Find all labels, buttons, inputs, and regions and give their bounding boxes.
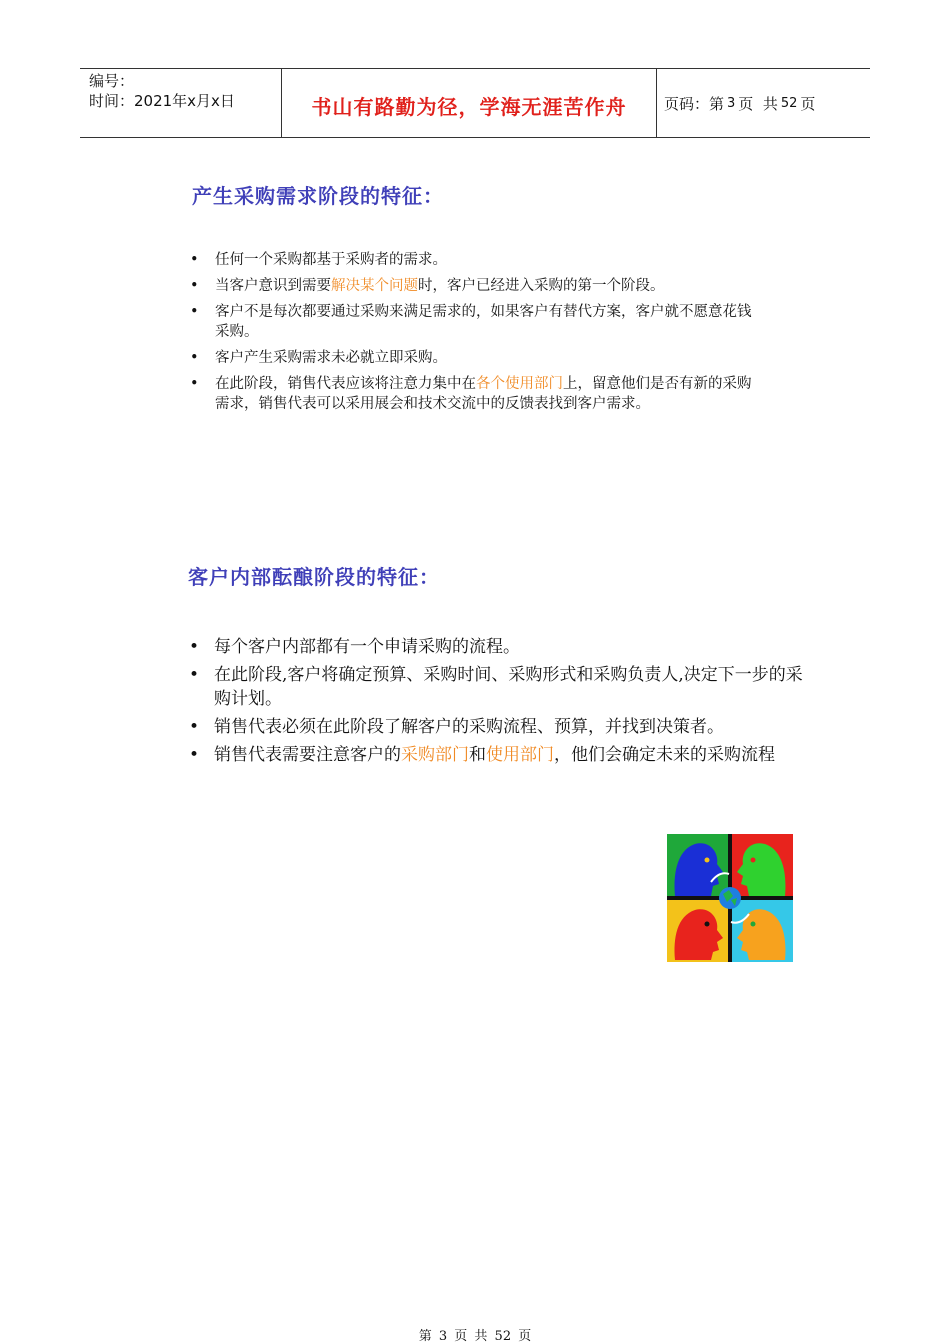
list-item — [215, 276, 755, 296]
item-text: 在此阶段,客户将确定预算、采购时间、采购形式和采购负责人,决定下一步的采购计划。 — [214, 665, 803, 709]
item-text: ，他们会确定未来的采购流程 — [554, 745, 775, 765]
list-item — [215, 250, 755, 270]
highlight-text: 各个使用部门 — [476, 376, 563, 392]
item-text: 销售代表必须在此阶段了解客户的采购流程、预算，并找到决策者。 — [214, 717, 724, 737]
highlight-text: 采购部门 — [401, 745, 469, 765]
highlight-text: 解决某个问题 — [331, 278, 418, 294]
section2-list — [214, 635, 804, 771]
item-text: 每个客户内部都有一个申请采购的流程。 — [214, 637, 520, 657]
item-text: 和 — [469, 745, 486, 765]
list-item — [214, 663, 804, 711]
item-text: 任何一个采购都基于采购者的需求。 — [215, 252, 447, 268]
item-text: 在此阶段，销售代表应该将注意力集中在 — [215, 376, 476, 392]
page-current: 3 — [727, 95, 736, 111]
list-item — [215, 374, 755, 414]
section1-list — [215, 250, 755, 420]
section2-title: 客户内部酝酿阶段的特征： — [188, 565, 440, 589]
item-text: 销售代表需要注意客户的 — [214, 745, 401, 765]
header-meta — [80, 69, 280, 137]
section1-title: 产生采购需求阶段的特征： — [192, 184, 444, 208]
highlight-text: 使用部门 — [486, 745, 554, 765]
item-text: 客户不是每次都要通过采购来满足需求的，如果客户有替代方案，客户就不愿意花钱采购。 — [215, 304, 752, 340]
list-item — [215, 348, 755, 368]
item-text: 上，留意他们是否有新的采购需求，销售代表可以采用展会和技术交流中的反馈表找到客户需求。 — [215, 376, 752, 412]
number-label: 编号： — [89, 72, 135, 90]
header-page-info — [656, 69, 870, 137]
four-heads-globe-icon — [667, 834, 793, 962]
list-item — [214, 635, 804, 659]
page-info-prefix: 页码：第 — [664, 94, 725, 113]
item-text: 客户产生采购需求未必就立即采购。 — [215, 350, 447, 366]
item-text: 时，客户已经进入采购的第一个阶段。 — [418, 278, 665, 294]
motto: 书山有路勤为径，学海无涯苦作舟 — [311, 94, 627, 119]
header-motto-cell — [281, 69, 657, 137]
list-item — [214, 715, 804, 739]
time-label: 时间：2021年x月x日 — [89, 92, 235, 110]
page-footer: 第 3 页 共 52 页 — [418, 1329, 532, 1344]
page-header — [80, 68, 870, 138]
list-item — [215, 302, 755, 342]
page-info-suffix: 页 — [800, 94, 816, 113]
item-text: 当客户意识到需要 — [215, 278, 331, 294]
list-item — [214, 743, 804, 767]
page-info-mid: 页 共 — [738, 94, 778, 113]
page-total: 52 — [780, 95, 798, 111]
